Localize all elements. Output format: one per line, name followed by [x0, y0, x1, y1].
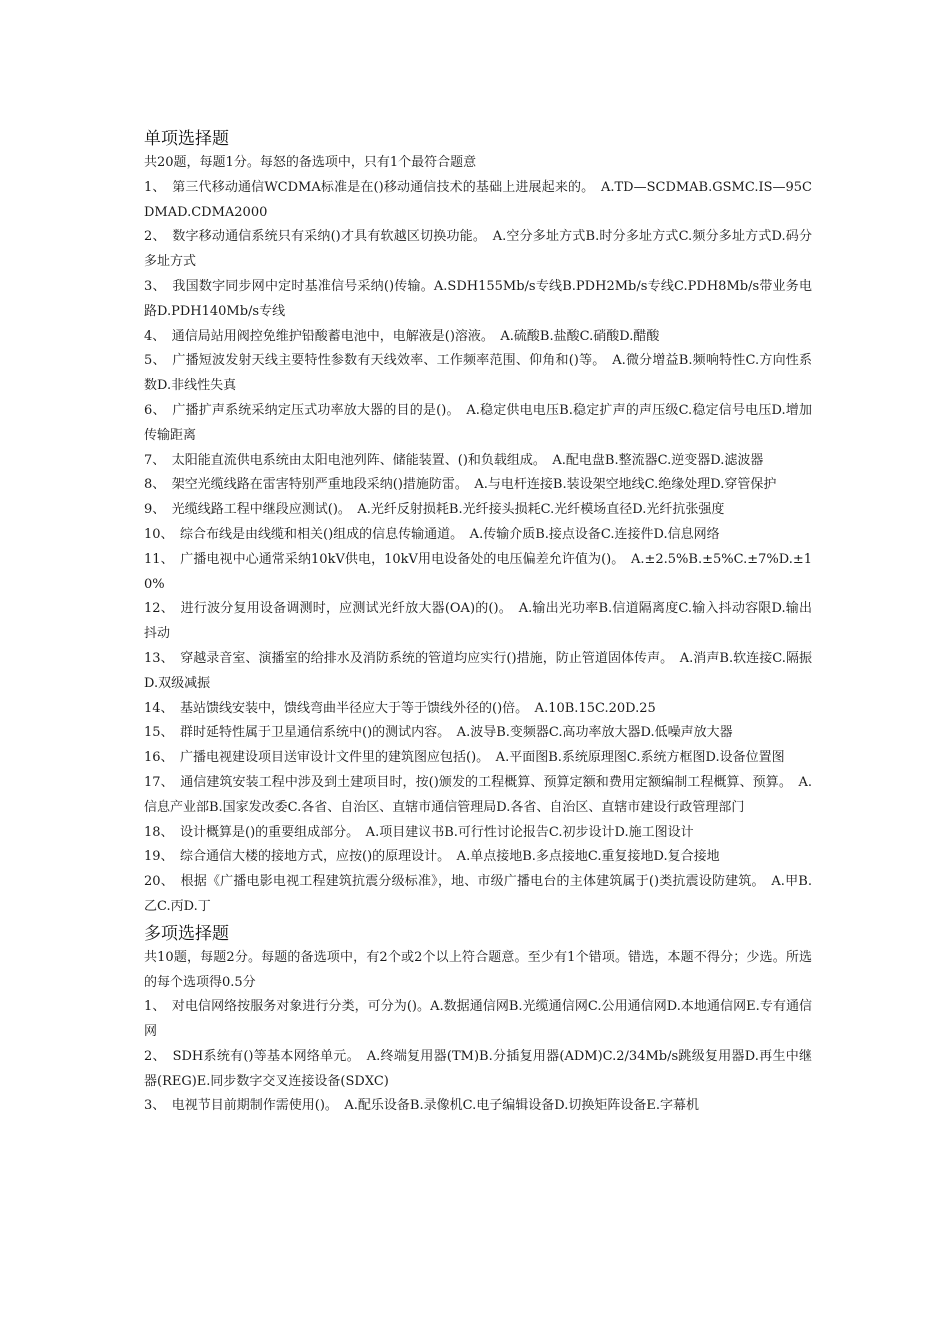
question-item: 3、 我国数字同步网中定时基准信号采纳()传输。A.SDH155Mb/s专线B.PDH2Mb/s专线C.PDH8Mb/s带业务电路D.PDH140Mb/s专线	[144, 278, 812, 319]
question-list-single-choice	[144, 176, 812, 920]
question-item: 1、 对电信网络按服务对象进行分类，可分为()。A.数据通信网B.光缆通信网C.公用通信网D.本地通信网E.专有通信网	[144, 999, 812, 1040]
document-content	[144, 128, 812, 1119]
question-item: 16、 广播电视建设项目送审设计文件里的建筑图应包括()。 A.平面图B.系统原理图C.系统方框图D.设备位置图	[144, 750, 785, 766]
question-item: 18、 设计概算是()的重要组成部分。 A.项目建议书B.可行性讨论报告C.初步设计D.施工图设计	[144, 824, 694, 840]
question-item: 9、 光缆线路工程中继段应测试()。 A.光纤反射损耗B.光纤接头损耗C.光纤模场直径D.光纤抗张强度	[144, 502, 725, 518]
question-item: 6、 广播扩声系统采纳定压式功率放大器的目的是()。 A.稳定供电电压B.稳定扩声的声压级C.稳定信号电压D.增加传输距离	[144, 402, 812, 443]
section-intro-multiple-choice: 共10题，每题2分。每题的备选项中，有2个或2个以上符合题意。至少有1个错项。错选，本题不得分；少选。所选的每个选项得0.5分	[144, 949, 812, 990]
section-title-multiple-choice: 多项选择题	[144, 923, 229, 944]
question-item: 1、 第三代移动通信WCDMA标准是在()移动通信技术的基础上进展起来的。 A.TD—SCDMAB.GSMC.IS—95CDMAD.CDMA2000	[144, 179, 812, 220]
question-item: 4、 通信局站用阀控免维护铅酸蓄电池中，电解液是()溶液。 A.硫酸B.盐酸C.硝酸D.醋酸	[144, 328, 660, 344]
question-item: 20、 根据《广播电影电视工程建筑抗震分级标准》，地、市级广播电台的主体建筑属于()类抗震设防建筑。 A.甲B.乙C.丙D.丁	[144, 874, 812, 914]
question-item: 12、 进行波分复用设备调测时，应测试光纤放大器(OA)的()。 A.输出光功率B.信道隔离度C.输入抖动容限D.输出抖动	[144, 601, 812, 642]
question-item: 15、 群时延特性属于卫星通信系统中()的测试内容。 A.波导B.变频器C.高功率放大器D.低噪声放大器	[144, 725, 733, 741]
question-item: 2、 数字移动通信系统只有采纳()才具有软越区切换功能。 A.空分多址方式B.时分多址方式C.频分多址方式D.码分多址方式	[144, 229, 812, 270]
section-title-single-choice: 单项选择题	[144, 129, 229, 149]
question-item: 19、 综合通信大楼的接地方式，应按()的原理设计。 A.单点接地B.多点接地C.重复接地D.复合接地	[144, 849, 720, 865]
question-item: 11、 广播电视中心通常采纳10kV供电，10kV用电设备处的电压偏差允许值为()。 A.±2.5%B.±5%C.±7%D.±10%	[144, 551, 812, 592]
question-item: 3、 电视节目前期制作需使用()。 A.配乐设备B.录像机C.电子编辑设备D.切换矩阵设备E.字幕机	[144, 1098, 699, 1114]
section-intro-single-choice: 共20题，每题1分。每怒的备选项中，只有1个最符合题意	[144, 155, 477, 170]
question-item: 8、 架空光缆线路在雷害特别严重地段采纳()措施防雷。 A.与电杆连接B.装设架空地线C.绝缘处理D.穿管保护	[144, 477, 777, 493]
question-item: 14、 基站馈线安装中，馈线弯曲半径应大于等于馈线外径的()倍。 A.10B.15C.20D.25	[144, 700, 656, 716]
question-item: 7、 太阳能直流供电系统由太阳电池列阵、储能装置、()和负载组成。 A.配电盘B.整流器C.逆变器D.滤波器	[144, 452, 764, 468]
question-list-multiple-choice	[144, 995, 812, 1119]
question-item: 2、 SDH系统有()等基本网络单元。 A.终端复用器(TM)B.分插复用器(ADM)C.2/34Mb/s跳级复用器D.再生中继器(REG)E.同步数字交叉连接设备(SDXC)	[144, 1048, 812, 1089]
question-item: 13、 穿越录音室、演播室的给排水及消防系统的管道均应实行()措施，防止管道固体传声。 A.消声B.软连接C.隔振D.双级减振	[144, 650, 812, 691]
question-item: 5、 广播短波发射天线主要特性参数有天线效率、工作频率范围、仰角和()等。 A.微分增益B.频响特性C.方向性系数D.非线性失真	[144, 353, 812, 394]
question-item: 17、 通信建筑安装工程中涉及到土建项目时，按()颁发的工程概算、预算定额和费用定额编制工程概算、预算。 A.信息产业部B.国家发改委C.各省、自治区、直辖市通信管理局D.各省、自治区、直辖市建设行政管理部门	[144, 774, 812, 815]
question-item: 10、 综合布线是由线缆和相关()组成的信息传输通道。 A.传输介质B.接点设备C.连接件D.信息网络	[144, 526, 720, 542]
